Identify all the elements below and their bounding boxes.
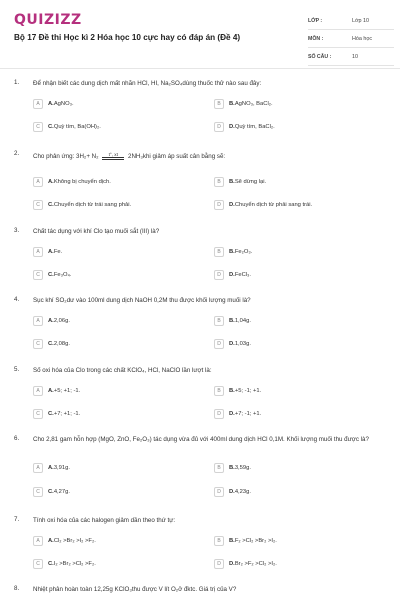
meta-label: LỚP : — [308, 17, 323, 24]
option-text: Cl₂ >Br₂ >I₂ >F₂. — [53, 538, 96, 544]
question-number: 2. — [14, 150, 20, 157]
question-text: Chất tác dụng với khí Clo tạo muối sắt (III) là? — [33, 228, 160, 235]
option-letter-d: D. — [229, 341, 235, 347]
option-b[interactable] — [214, 246, 252, 258]
option-a[interactable] — [33, 315, 70, 327]
option-text: 4,27g. — [53, 489, 70, 495]
option-text: Br₂ >F₂ >Cl₂ >I₂. — [234, 561, 277, 567]
option-b[interactable] — [214, 98, 273, 110]
option-c[interactable] — [33, 338, 70, 350]
option-letter-c: C. — [48, 272, 54, 278]
option-badge: A — [33, 386, 43, 396]
option-a[interactable] — [33, 462, 70, 474]
option-badge: C — [33, 270, 43, 280]
option-a[interactable] — [33, 385, 80, 397]
option-badge: B — [214, 463, 224, 473]
option-text: Fe₃O₄. — [53, 272, 72, 278]
question-text: Tính oxi hóa của các halogen giảm dần theo thứ tự: — [33, 517, 176, 524]
question-number: 3. — [14, 227, 20, 234]
question-text: Để nhận biết các dung dịch mất nhãn HCl, HI, Na₂SO₄dùng thuốc thử nào sau đây: — [33, 80, 262, 87]
option-letter-b: B. — [229, 538, 235, 544]
option-text: AgNO₃. — [53, 101, 74, 107]
option-b[interactable] — [214, 385, 261, 397]
question-text: Cho 2,81 gam hỗn hợp (MgO, ZnO, Fe₂O₃) tác dụng vừa đủ với 400ml dung dịch HCl 0,1M. Khối lượng muối thu được là? — [33, 436, 369, 443]
question-text: Số oxi hóa của Clo trong các chất KClO₄, HCl, NaClO lần lượt là: — [33, 367, 212, 374]
question-number: 6. — [14, 435, 20, 442]
option-letter-d: D. — [229, 124, 235, 130]
option-badge: C — [33, 409, 43, 419]
option-d[interactable] — [214, 199, 312, 211]
option-badge: D — [214, 487, 224, 497]
meta-value: 10 — [352, 53, 358, 60]
option-letter-b: B. — [229, 388, 235, 394]
option-badge: C — [33, 200, 43, 210]
option-d[interactable] — [214, 338, 251, 350]
meta-row-class — [308, 12, 394, 30]
option-text: FeCl₃. — [234, 272, 252, 278]
question-text: Nhiệt phân hoàn toàn 12,25g KClO₃thu được V lít O₂ở đktc. Giá trị của V? — [33, 586, 237, 593]
option-text: Fe. — [53, 249, 63, 255]
meta-row-question-count — [308, 48, 394, 66]
option-letter-a: A. — [48, 538, 54, 544]
question-text-after: 2NH₃khi giảm áp suất cân bằng sẽ: — [128, 153, 226, 160]
option-badge: D — [214, 122, 224, 132]
option-badge: A — [33, 316, 43, 326]
option-text: 4,23g. — [234, 489, 251, 495]
option-badge: D — [214, 409, 224, 419]
option-b[interactable] — [214, 462, 251, 474]
option-badge: B — [214, 177, 224, 187]
option-badge: C — [33, 487, 43, 497]
meta-row-subject — [308, 30, 394, 48]
option-letter-d: D. — [229, 561, 235, 567]
option-badge: B — [214, 247, 224, 257]
option-a[interactable] — [33, 246, 62, 258]
option-text: AgNO₃, BaCl₂. — [234, 101, 273, 107]
option-badge: A — [33, 463, 43, 473]
option-badge: C — [33, 559, 43, 569]
option-text: +5; +1; -1. — [53, 388, 81, 394]
quizizz-logo: QUIZIZZ — [14, 12, 82, 28]
option-badge: A — [33, 177, 43, 187]
option-text: 2,08g. — [53, 341, 70, 347]
meta-value: Hóa học — [352, 35, 373, 42]
option-letter-c: C. — [48, 124, 54, 130]
option-letter-a: A. — [48, 101, 54, 107]
option-text: Quỳ tím, BaCl₂. — [234, 124, 275, 130]
option-letter-b: B. — [229, 318, 235, 324]
question-text-before: Cho phản ứng: 3H₂+ N₂ — [33, 153, 99, 160]
option-letter-a: A. — [48, 388, 54, 394]
option-c[interactable] — [33, 199, 131, 211]
option-letter-d: D. — [229, 272, 235, 278]
question-number: 7. — [14, 516, 20, 523]
option-badge: D — [214, 339, 224, 349]
option-letter-d: D. — [229, 411, 235, 417]
option-d[interactable] — [214, 558, 277, 570]
option-b[interactable] — [214, 315, 251, 327]
option-text: +5; -1; +1. — [234, 388, 262, 394]
question-text — [33, 152, 383, 161]
option-d[interactable] — [214, 121, 275, 133]
option-text: Không bị chuyển dịch. — [53, 179, 111, 185]
option-text: 3,91g. — [53, 465, 70, 471]
option-letter-a: A. — [48, 249, 54, 255]
option-letter-a: A. — [48, 179, 54, 185]
option-b[interactable] — [214, 535, 277, 547]
option-c[interactable] — [33, 486, 70, 498]
option-text: 1,03g. — [234, 341, 251, 347]
option-badge: B — [214, 536, 224, 546]
option-c[interactable] — [33, 121, 101, 133]
option-text: I₂ >Br₂ >Cl₂ >F₂. — [53, 561, 96, 567]
page-header — [0, 0, 400, 70]
option-c[interactable] — [33, 408, 80, 420]
option-d[interactable] — [214, 486, 251, 498]
option-badge: A — [33, 247, 43, 257]
option-letter-b: B. — [229, 179, 235, 185]
question-number: 4. — [14, 296, 20, 303]
option-text: Chuyển dịch từ phải sang trái. — [234, 202, 313, 208]
option-letter-d: D. — [229, 202, 235, 208]
option-badge: A — [33, 536, 43, 546]
option-d[interactable] — [214, 269, 251, 281]
option-badge: B — [214, 316, 224, 326]
option-badge: B — [214, 99, 224, 109]
equilibrium-arrow — [102, 152, 124, 160]
option-text: 3,59g. — [234, 465, 251, 471]
meta-value: Lớp 10 — [352, 17, 370, 24]
meta-label: SỐ CÂU : — [308, 53, 332, 60]
option-text: +7; -1; +1. — [234, 411, 262, 417]
document-title: Bộ 17 Đề thi Học kì 2 Hóa học 10 cực hay có đáp án (Đề 4) — [14, 33, 241, 42]
option-a[interactable] — [33, 98, 74, 110]
option-letter-b: B. — [229, 249, 235, 255]
option-letter-b: B. — [229, 101, 235, 107]
option-letter-c: C. — [48, 561, 54, 567]
option-badge: B — [214, 386, 224, 396]
option-text: Chuyển dịch từ trái sang phải. — [53, 202, 132, 208]
option-letter-c: C. — [48, 489, 54, 495]
option-badge: D — [214, 559, 224, 569]
header-divider — [0, 68, 400, 69]
option-a[interactable] — [33, 176, 111, 188]
option-c[interactable] — [33, 558, 96, 570]
option-d[interactable] — [214, 408, 261, 420]
option-badge: C — [33, 339, 43, 349]
meta-label: MÔN : — [308, 35, 324, 42]
option-text: Fe₂O₃. — [234, 249, 253, 255]
option-badge: D — [214, 270, 224, 280]
question-number: 1. — [14, 79, 20, 86]
option-text: Quỳ tím, Ba(OH)₂. — [53, 124, 101, 130]
arrow-condition-label: t°, xt — [108, 152, 118, 158]
option-text: 2,06g. — [53, 318, 70, 324]
arrow-line — [102, 157, 124, 158]
question-number: 8. — [14, 585, 20, 592]
arrow-line — [102, 159, 124, 160]
option-a[interactable] — [33, 535, 96, 547]
option-letter-a: A. — [48, 465, 54, 471]
option-letter-c: C. — [48, 202, 54, 208]
option-c[interactable] — [33, 269, 71, 281]
question-text: Sục khí SO₂dư vào 100ml dung dịch NaOH 0,2M thu được khối lượng muối là? — [33, 297, 251, 304]
option-text: F₂ >Cl₂ >Br₂ >I₂. — [234, 538, 277, 544]
option-badge: A — [33, 99, 43, 109]
option-letter-c: C. — [48, 341, 54, 347]
question-number: 5. — [14, 366, 20, 373]
option-text: Sẽ dừng lại. — [234, 179, 267, 185]
option-letter-d: D. — [229, 489, 235, 495]
option-letter-a: A. — [48, 318, 54, 324]
meta-table — [308, 12, 394, 66]
option-b[interactable] — [214, 176, 266, 188]
option-badge: D — [214, 200, 224, 210]
option-letter-b: B. — [229, 465, 235, 471]
option-letter-c: C. — [48, 411, 54, 417]
option-badge: C — [33, 122, 43, 132]
option-text: 1,04g. — [234, 318, 251, 324]
option-text: +7; +1; -1. — [53, 411, 81, 417]
